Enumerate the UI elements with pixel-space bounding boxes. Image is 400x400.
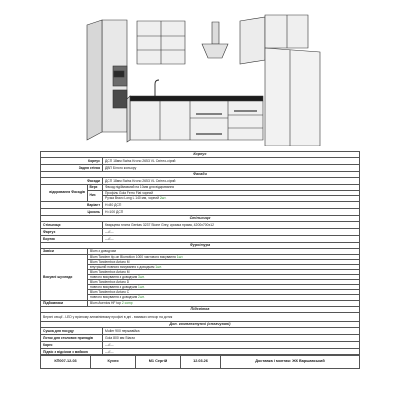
border-row xyxy=(40,235,360,242)
hinges-label: Завіси xyxy=(41,249,88,254)
opening-top-label: Верх xyxy=(88,185,103,190)
plinth-label: Цоколь xyxy=(41,209,103,215)
drawer-line: внутрішній повного висування з доводчим 1шт. xyxy=(88,265,359,270)
extra-value: ---//--- xyxy=(105,349,114,354)
drawer-line: повного висування з доводчим 1шт. xyxy=(88,285,359,290)
section-tabletop: Стільниця xyxy=(40,215,360,221)
tabletop-value: Кварцева плита Gentas 3237 Stone Grey, кромка пряма, 4200х700х12 xyxy=(105,222,215,227)
lift-label: Підйомники xyxy=(41,301,88,306)
lighting-note: Верхні секції - LED у врізному алюмінієвому профілі в дні - вимикач сенсор на дотик xyxy=(40,312,360,321)
tabletop-row xyxy=(40,221,360,228)
hinges-value: Blum з доводчим xyxy=(90,249,116,253)
plinth-value: Н=100 ДСП xyxy=(105,209,124,214)
apron-row xyxy=(40,228,360,235)
drawers-row xyxy=(40,254,360,300)
drawer-line: Blum Tandem tip-on Blumotion 1000 чистового висування 1шт. xyxy=(88,255,359,260)
doc-code: КП007-12-03 xyxy=(41,356,91,368)
variant-row xyxy=(40,201,360,208)
author-name: М1 Сергій xyxy=(136,356,181,368)
extra-row xyxy=(40,334,360,341)
drawer-line: Blum Tandembox Antaro M xyxy=(88,270,359,275)
lift-row xyxy=(40,300,360,306)
variant-value: Н=80 ДСП xyxy=(105,202,122,207)
section-extra: Доп. комплектуючі (оплачувані) xyxy=(40,321,360,327)
apron-value: ---//--- xyxy=(105,229,114,234)
lift-value: Blum Aventos HF top 2 comp xyxy=(90,301,133,305)
opening-bottom-label: Низ xyxy=(88,191,103,201)
facades-label: Фасади xyxy=(41,178,103,184)
extra-row xyxy=(40,341,360,348)
extra-row xyxy=(40,327,360,334)
back-panel-label: Задня стінка xyxy=(41,165,103,171)
body-label: Корпус xyxy=(41,158,103,164)
drawers-label: Висувні шухляди xyxy=(41,255,88,300)
section-body: Корпус xyxy=(40,151,360,157)
drawer-line: Blum Tandembox Antaro M xyxy=(88,260,359,265)
opening-group xyxy=(40,184,360,201)
opening-label: відкривання Фасадів xyxy=(41,185,88,201)
body-value: ДСП 18мм Swiss Krono 2653 VL Світло-сірий xyxy=(105,158,176,163)
extra-value: Muller 900 нержавійка xyxy=(105,328,140,333)
extra-label: Карго xyxy=(41,342,103,348)
extra-value: Gola 800 мм Starax xyxy=(105,335,136,340)
product-name: Кухня xyxy=(91,356,136,368)
section-lighting: Підсвітка xyxy=(40,306,360,312)
opening-top-value: Фасад підіймаємий на 10мм для відкривання xyxy=(105,185,175,189)
drawer-line: повного висування з доводчим 3шт. xyxy=(88,275,359,280)
doc-date: 12.03.26 xyxy=(181,356,221,368)
opening-bottom-line: Ручка Bravo Long L 140 мм, чорний 2шт. xyxy=(105,196,167,200)
variant-label: Варіант xyxy=(41,202,103,208)
title-block xyxy=(40,355,360,369)
hinges-row xyxy=(40,248,360,254)
body-row xyxy=(40,157,360,164)
kitchen-drawing xyxy=(0,0,400,146)
apron-label: Фартух xyxy=(41,229,103,235)
section-facades: Фасади xyxy=(40,171,360,177)
border-value: ---//--- xyxy=(105,236,114,241)
facades-row xyxy=(40,177,360,184)
extra-row xyxy=(40,348,360,355)
opening-bottom-line: Профіль Gola Ferro Flat чорний xyxy=(103,191,359,196)
extra-label: Лоток для столових приладів xyxy=(41,335,103,341)
spec-sheet xyxy=(40,151,360,369)
extra-label: Сушка для посуду xyxy=(41,328,103,334)
facades-value: ДСП 18мм Swiss Krono 2653 VL Світло-сірий xyxy=(105,178,176,183)
drawer-line: Blum Tandembox Antaro D xyxy=(88,280,359,285)
back-panel-row xyxy=(40,164,360,171)
tabletop-label: Стільниця xyxy=(41,222,103,228)
plinth-row xyxy=(40,208,360,215)
drawer-line: Blum Tandembox Antaro C xyxy=(88,290,359,295)
delivery-info: Доставка і монтаж: ЖК Варшавський xyxy=(255,359,325,364)
back-panel-value: ДВП Білого кольору xyxy=(105,165,137,170)
border-label: Бортик xyxy=(41,236,103,242)
drawer-line: повного висування з доводчим 2шт. xyxy=(90,295,145,299)
section-hardware: Фурнітура xyxy=(40,242,360,248)
extra-value: ---//--- xyxy=(105,342,114,347)
extra-label: Підвіс з відсіком з мийкою xyxy=(41,349,103,354)
